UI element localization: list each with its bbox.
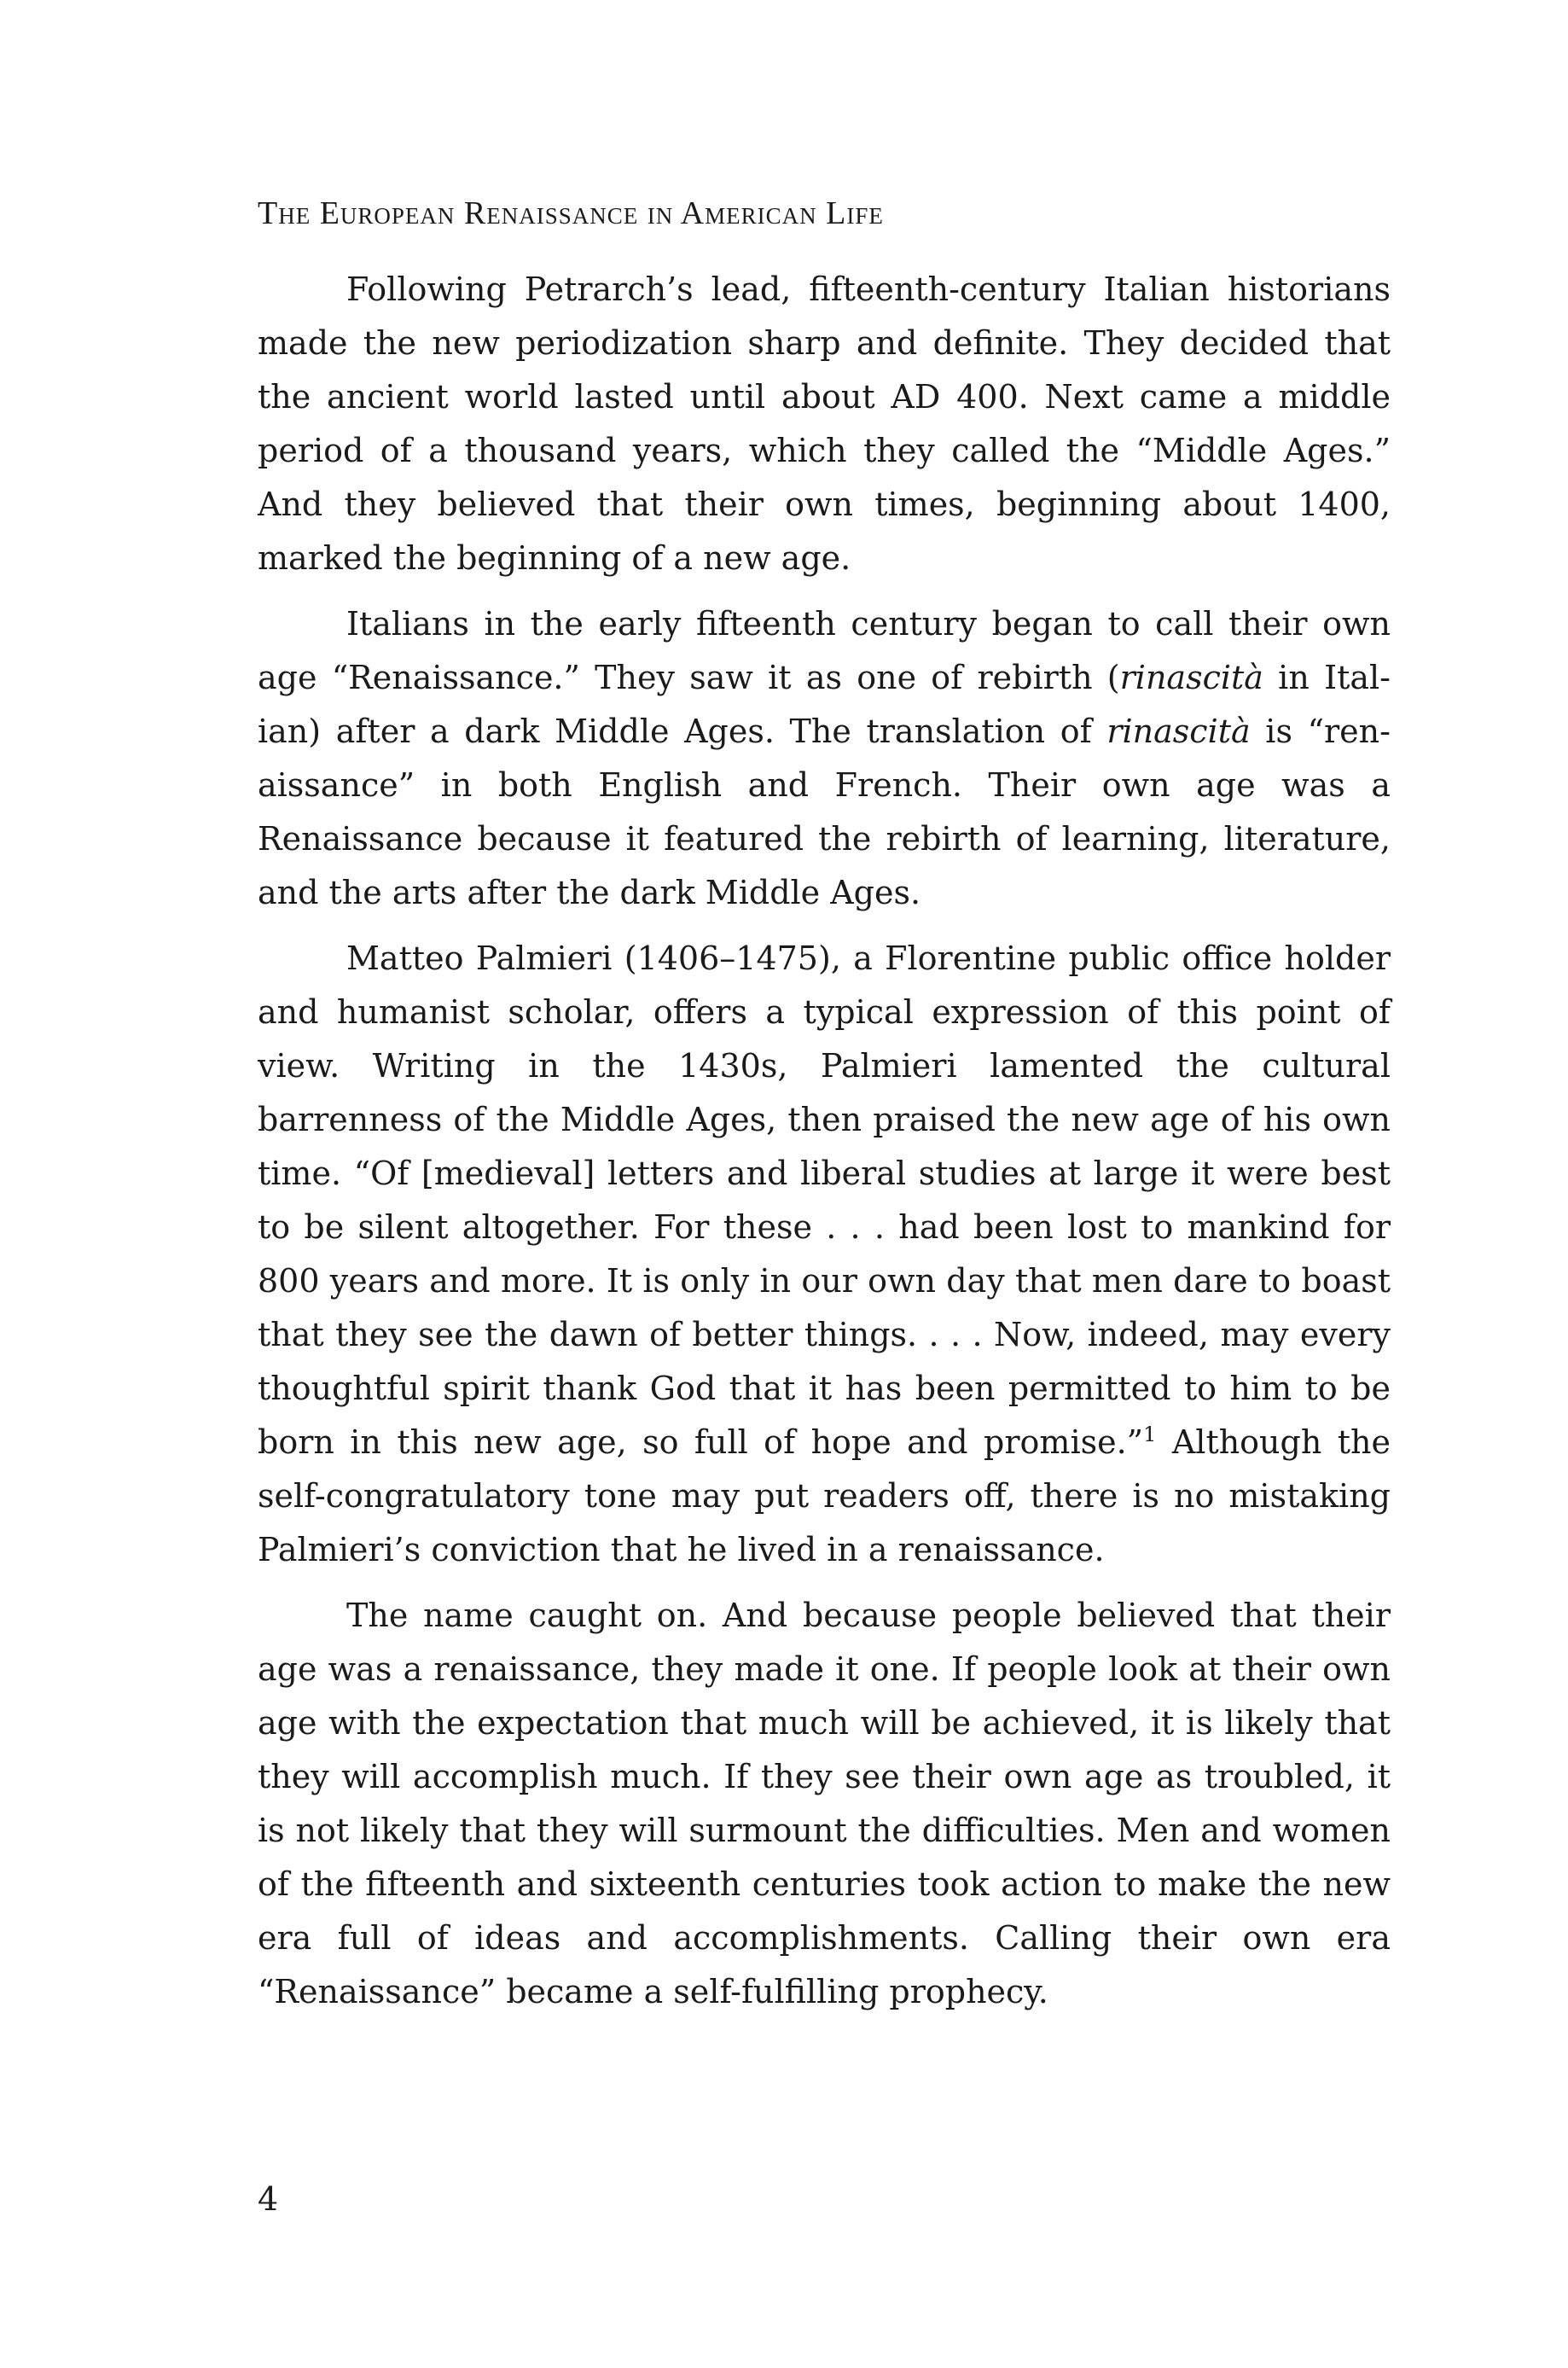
- text-run: Although the self-congratulatory tone may put readers off, there is no mistaking Palmieri’s conviction that he lived in a renaissance.: [258, 1423, 1391, 1568]
- text-run: Italians in the early fifteenth century began to call their own age “Renaissance.” They saw it as one of rebirth (: [258, 605, 1391, 696]
- text-run: in Italian) after a dark Middle Ages. The translation of: [258, 659, 1391, 750]
- text-run: Following Petrarch’s lead, fifteenth-century Italian historians made the new periodization sharp and definite. They decided that the ancient world lasted until about AD 400. Next came a middle period of a thousand years, which they called the “Middle Ages.” And they believed that their own times, beginning about 1400, marked the beginning of a new age.: [258, 271, 1391, 577]
- paragraph-1: [258, 263, 1391, 585]
- paragraph-4: [258, 1589, 1391, 2019]
- footnote-marker: 1: [1143, 1423, 1157, 1446]
- italic-term: rinascità: [1119, 659, 1263, 696]
- text-run: Matteo Palmieri (1406–1475), a Florentine public office holder and humanist scholar, offers a typical expression of this point of view. Writing in the 1430s, Palmieri lamented the cultural barrenness of the Middle Ages, then praised the new age of his own time. “Of [medieval] letters and liberal studies at large it were best to be silent altogether. For these . . . had been lost to mankind for 800 years and more. It is only in our own day that men dare to boast that they see the dawn of better things. . . . Now, indeed, may every thoughtful spirit thank God that it has been permitted to him to be born in this new age, so full of hope and promise.”: [258, 940, 1391, 1461]
- paragraph-2: [258, 597, 1391, 920]
- text-run: The name caught on. And because people believed that their age was a renaissance, they made it one. If people look at their own age with the expectation that much will be achieved, it is likely that they will accomplish much. If they see their own age as troubled, it is not likely that they will surmount the difficulties. Men and women of the fifteenth and sixteenth centuries took action to make the new era full of ideas and accomplishments. Calling their own era “Renaissance” became a self-fulfilling prophecy.: [258, 1597, 1391, 2010]
- page-number: 4: [258, 2180, 279, 2218]
- italic-term: rinascità: [1106, 713, 1251, 750]
- paragraph-3: [258, 932, 1391, 1577]
- running-head: The European Renaissance in American Life: [258, 195, 884, 231]
- text-run: is “renaissance” in both English and French. Their own age was a Renaissance because it featured the rebirth of learning, literature, and the arts after the dark Middle Ages.: [258, 713, 1391, 911]
- body-text: [258, 263, 1391, 2031]
